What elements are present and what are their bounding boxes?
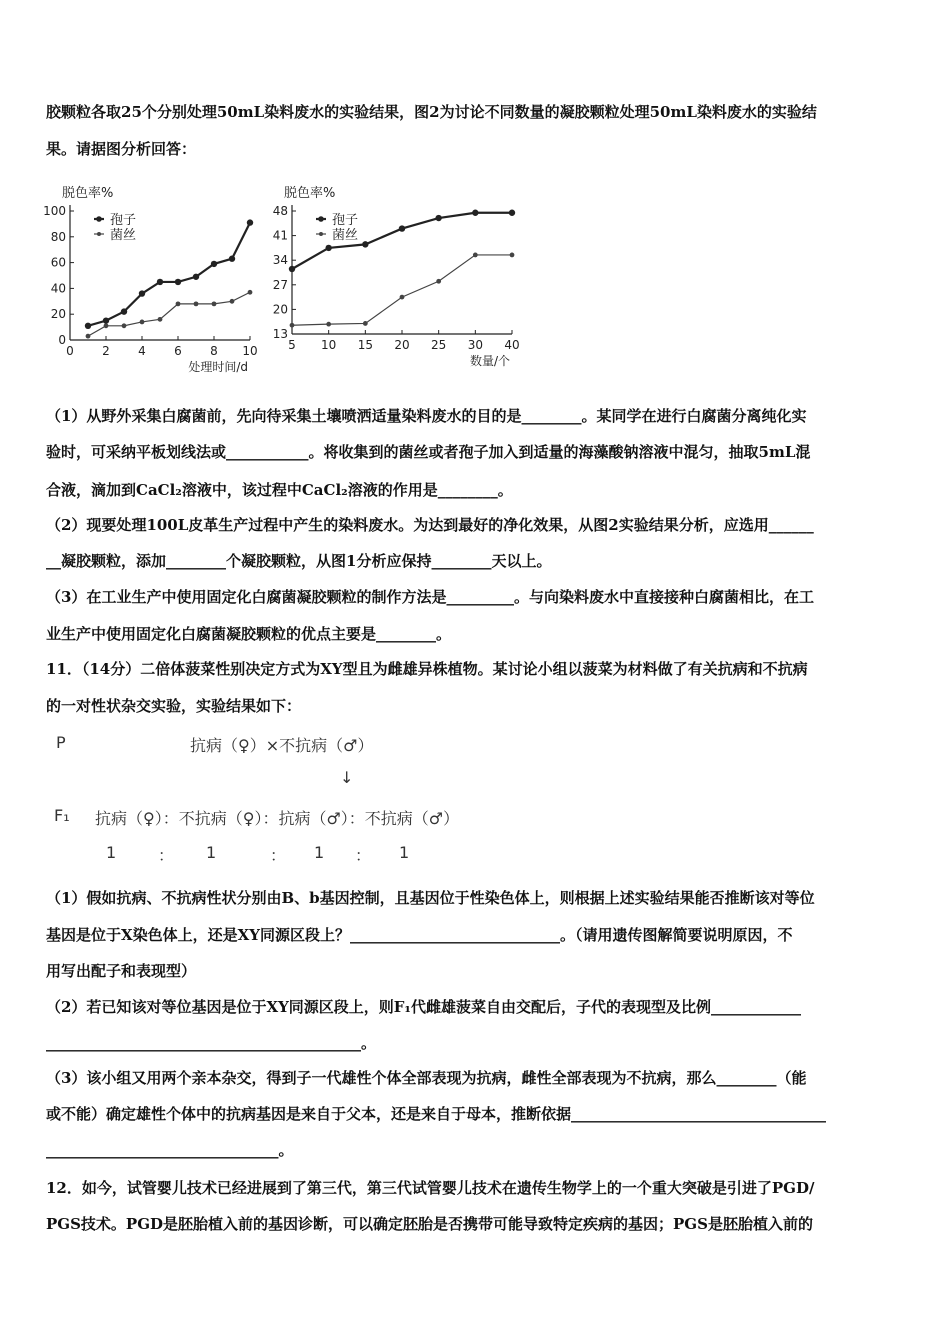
text-line: 胶颗粒各取25个分别处理50mL染料废水的实验结果，图2为讨论不同数量的凝胶颗粒处理50mL染料废水的实验结 [46,103,817,121]
cross-parents: 抗病（♀）×不抗病（♂） [190,736,374,755]
data-point [140,320,145,325]
data-point [325,245,331,251]
data-point [362,241,368,247]
legend-marker [319,232,323,236]
y-tick-label: 48 [272,204,288,218]
data-point [86,334,91,339]
data-point [436,279,441,284]
text-line: 用写出配子和表现型） [46,962,197,980]
data-point [121,308,127,314]
x-tick-label: 6 [174,344,182,358]
text-line: 业生产中使用固定化白腐菌凝胶颗粒的优点主要是________。 [46,625,452,643]
cross-arrow: ↓ [340,768,354,787]
text-line: （1）从野外采集白腐菌前，先向待采集土壤喷洒适量染料废水的目的是________。某同学在进行白腐菌分离纯化实 [46,407,807,425]
data-point [104,323,109,328]
cross-ratio: 1 [106,843,117,862]
data-point [122,323,127,328]
y-tick-label: 34 [272,253,288,268]
text-line: （1）假如抗病、不抗病性状分别由B、b基因控制，且基因位于性染色体上，则根据上述实验结果能否推断该对等位 [46,889,815,907]
x-tick-label: 10 [242,344,258,358]
text-line: 或不能）确定雄性个体中的抗病基因是来自于父本，还是来自于母本，推断依据__________________________________ [46,1105,827,1123]
data-point [510,253,515,258]
legend-marker [97,232,101,236]
text-line: 果。请据图分析回答： [46,140,197,158]
data-point [103,317,109,323]
legend-marker [96,216,102,222]
text-line: （2）若已知该对等位基因是位于XY同源区段上，则F₁代雌雄菠菜自由交配后，子代的表现型及比例____________ [46,998,802,1016]
cross-ratio: ： [270,846,287,865]
x-tick-label: 40 [504,338,520,352]
data-point [139,290,145,296]
y-tick-label: 13 [272,327,288,341]
cross-ratio: ： [355,846,372,865]
x-tick-label: 25 [431,338,447,352]
text-line: 合液，滴加到CaCl₂溶液中，该过程中CaCl₂溶液的作用是________。 [46,481,513,499]
y-tick-label: 27 [272,277,288,292]
data-point [248,290,253,295]
data-point [400,295,405,300]
data-point [363,321,368,326]
data-point [193,274,199,280]
y-tick-label: 80 [50,229,66,244]
text-line: （2）现要处理100L皮革生产过程中产生的染料废水。为达到最好的净化效果，从图2实验结果分析，应选用______ [46,516,814,534]
y-tick-label: 0 [58,333,66,347]
x-tick-label: 8 [210,344,218,358]
x-tick-label: 4 [138,344,146,358]
text-line: （3）在工业生产中使用固定化白腐菌凝胶颗粒的制作方法是_________。与向染料废水中直接接种白腐菌相比，在工 [46,588,814,606]
data-point [85,323,91,329]
text-line: __凝胶颗粒，添加________个凝胶颗粒，从图1分析应保持________天以上。 [46,552,552,570]
text-line: __________________________________________。 [46,1034,377,1052]
cross-ratio: 1 [314,843,325,862]
data-point [472,210,478,216]
data-point [176,301,181,306]
text-line: _______________________________。 [46,1141,294,1159]
question-11-heading: 11．（14分）二倍体菠菜性别决定方式为XY型且为雌雄异株植物。某讨论小组以菠菜为材料做了有关抗病和不抗病 [46,660,808,678]
text-line: 的一对性状杂交实验，实验结果如下： [46,697,302,715]
x-tick-label: 30 [467,338,483,352]
cross-f1-label: F₁ [54,806,70,825]
legend-label: 孢子 [332,213,359,228]
legend-label: 孢子 [110,213,137,228]
x-tick-label: 5 [288,338,296,352]
question-12-heading: 12．如今，试管婴儿技术已经进展到了第三代，第三代试管婴儿技术在遗传生物学上的一个重大突破是引进了PGD/ [46,1179,815,1197]
cross-p-label: P [56,733,66,752]
data-point [326,322,331,327]
data-point [158,317,163,322]
data-point [194,301,199,306]
data-point [509,210,515,216]
y-axis-label: 脱色率% [284,186,336,201]
x-tick-label: 2 [102,344,110,358]
y-axis-label: 脱色率% [62,186,114,201]
y-tick-label: 20 [272,302,288,317]
cross-ratio: 1 [206,843,217,862]
chart-figure-1 [40,178,270,378]
x-tick-label: 20 [394,338,410,352]
legend-label: 菌丝 [110,228,137,243]
data-point [247,219,253,225]
y-tick-label: 41 [272,228,288,243]
y-tick-label: 60 [50,255,66,270]
data-point [289,266,295,272]
legend-label: 菌丝 [332,228,359,243]
series-line-孢子 [292,213,512,269]
cross-ratio: 1 [399,843,410,862]
series-line-菌丝 [292,255,512,325]
cross-ratio: ： [158,846,175,865]
series-line-菌丝 [88,292,250,336]
x-axis-label: 数量/个 [469,354,510,368]
data-point [290,323,295,328]
x-axis-label: 处理时间/d [188,360,248,374]
data-point [399,225,405,231]
data-point [473,253,478,258]
text-line: 基因是位于X染色体上，还是XY同源区段上？____________________________。（请用遗传图解简要说明原因，不 [46,926,793,944]
data-point [211,261,217,267]
text-line: 验时，可采纳平板划线法或___________。将收集到的菌丝或者孢子加入到适量的海藻酸钠溶液中混匀，抽取5mL混 [46,443,811,461]
data-point [212,301,217,306]
legend-marker [318,216,324,222]
cross-f1-phenotypes: 抗病（♀）：不抗病（♀）：抗病（♂）：不抗病（♂） [95,809,460,828]
x-tick-label: 10 [321,338,337,352]
y-tick-label: 20 [50,307,66,322]
chart-figure-2 [266,178,536,378]
text-line: PGS技术。PGD是胚胎植入前的基因诊断，可以确定胚胎是否携带可能导致特定疾病的基因；PGS是胚胎植入前的 [46,1215,813,1233]
data-point [229,256,235,262]
y-tick-label: 40 [50,281,66,296]
data-point [230,299,235,304]
y-tick-label: 100 [43,204,66,218]
data-point [435,215,441,221]
data-point [157,279,163,285]
x-tick-label: 0 [66,344,74,358]
x-tick-label: 15 [357,338,373,352]
data-point [175,279,181,285]
text-line: （3）该小组又用两个亲本杂交，得到子一代雄性个体全部表现为抗病，雌性全部表现为不抗病，那么________（能 [46,1069,807,1087]
